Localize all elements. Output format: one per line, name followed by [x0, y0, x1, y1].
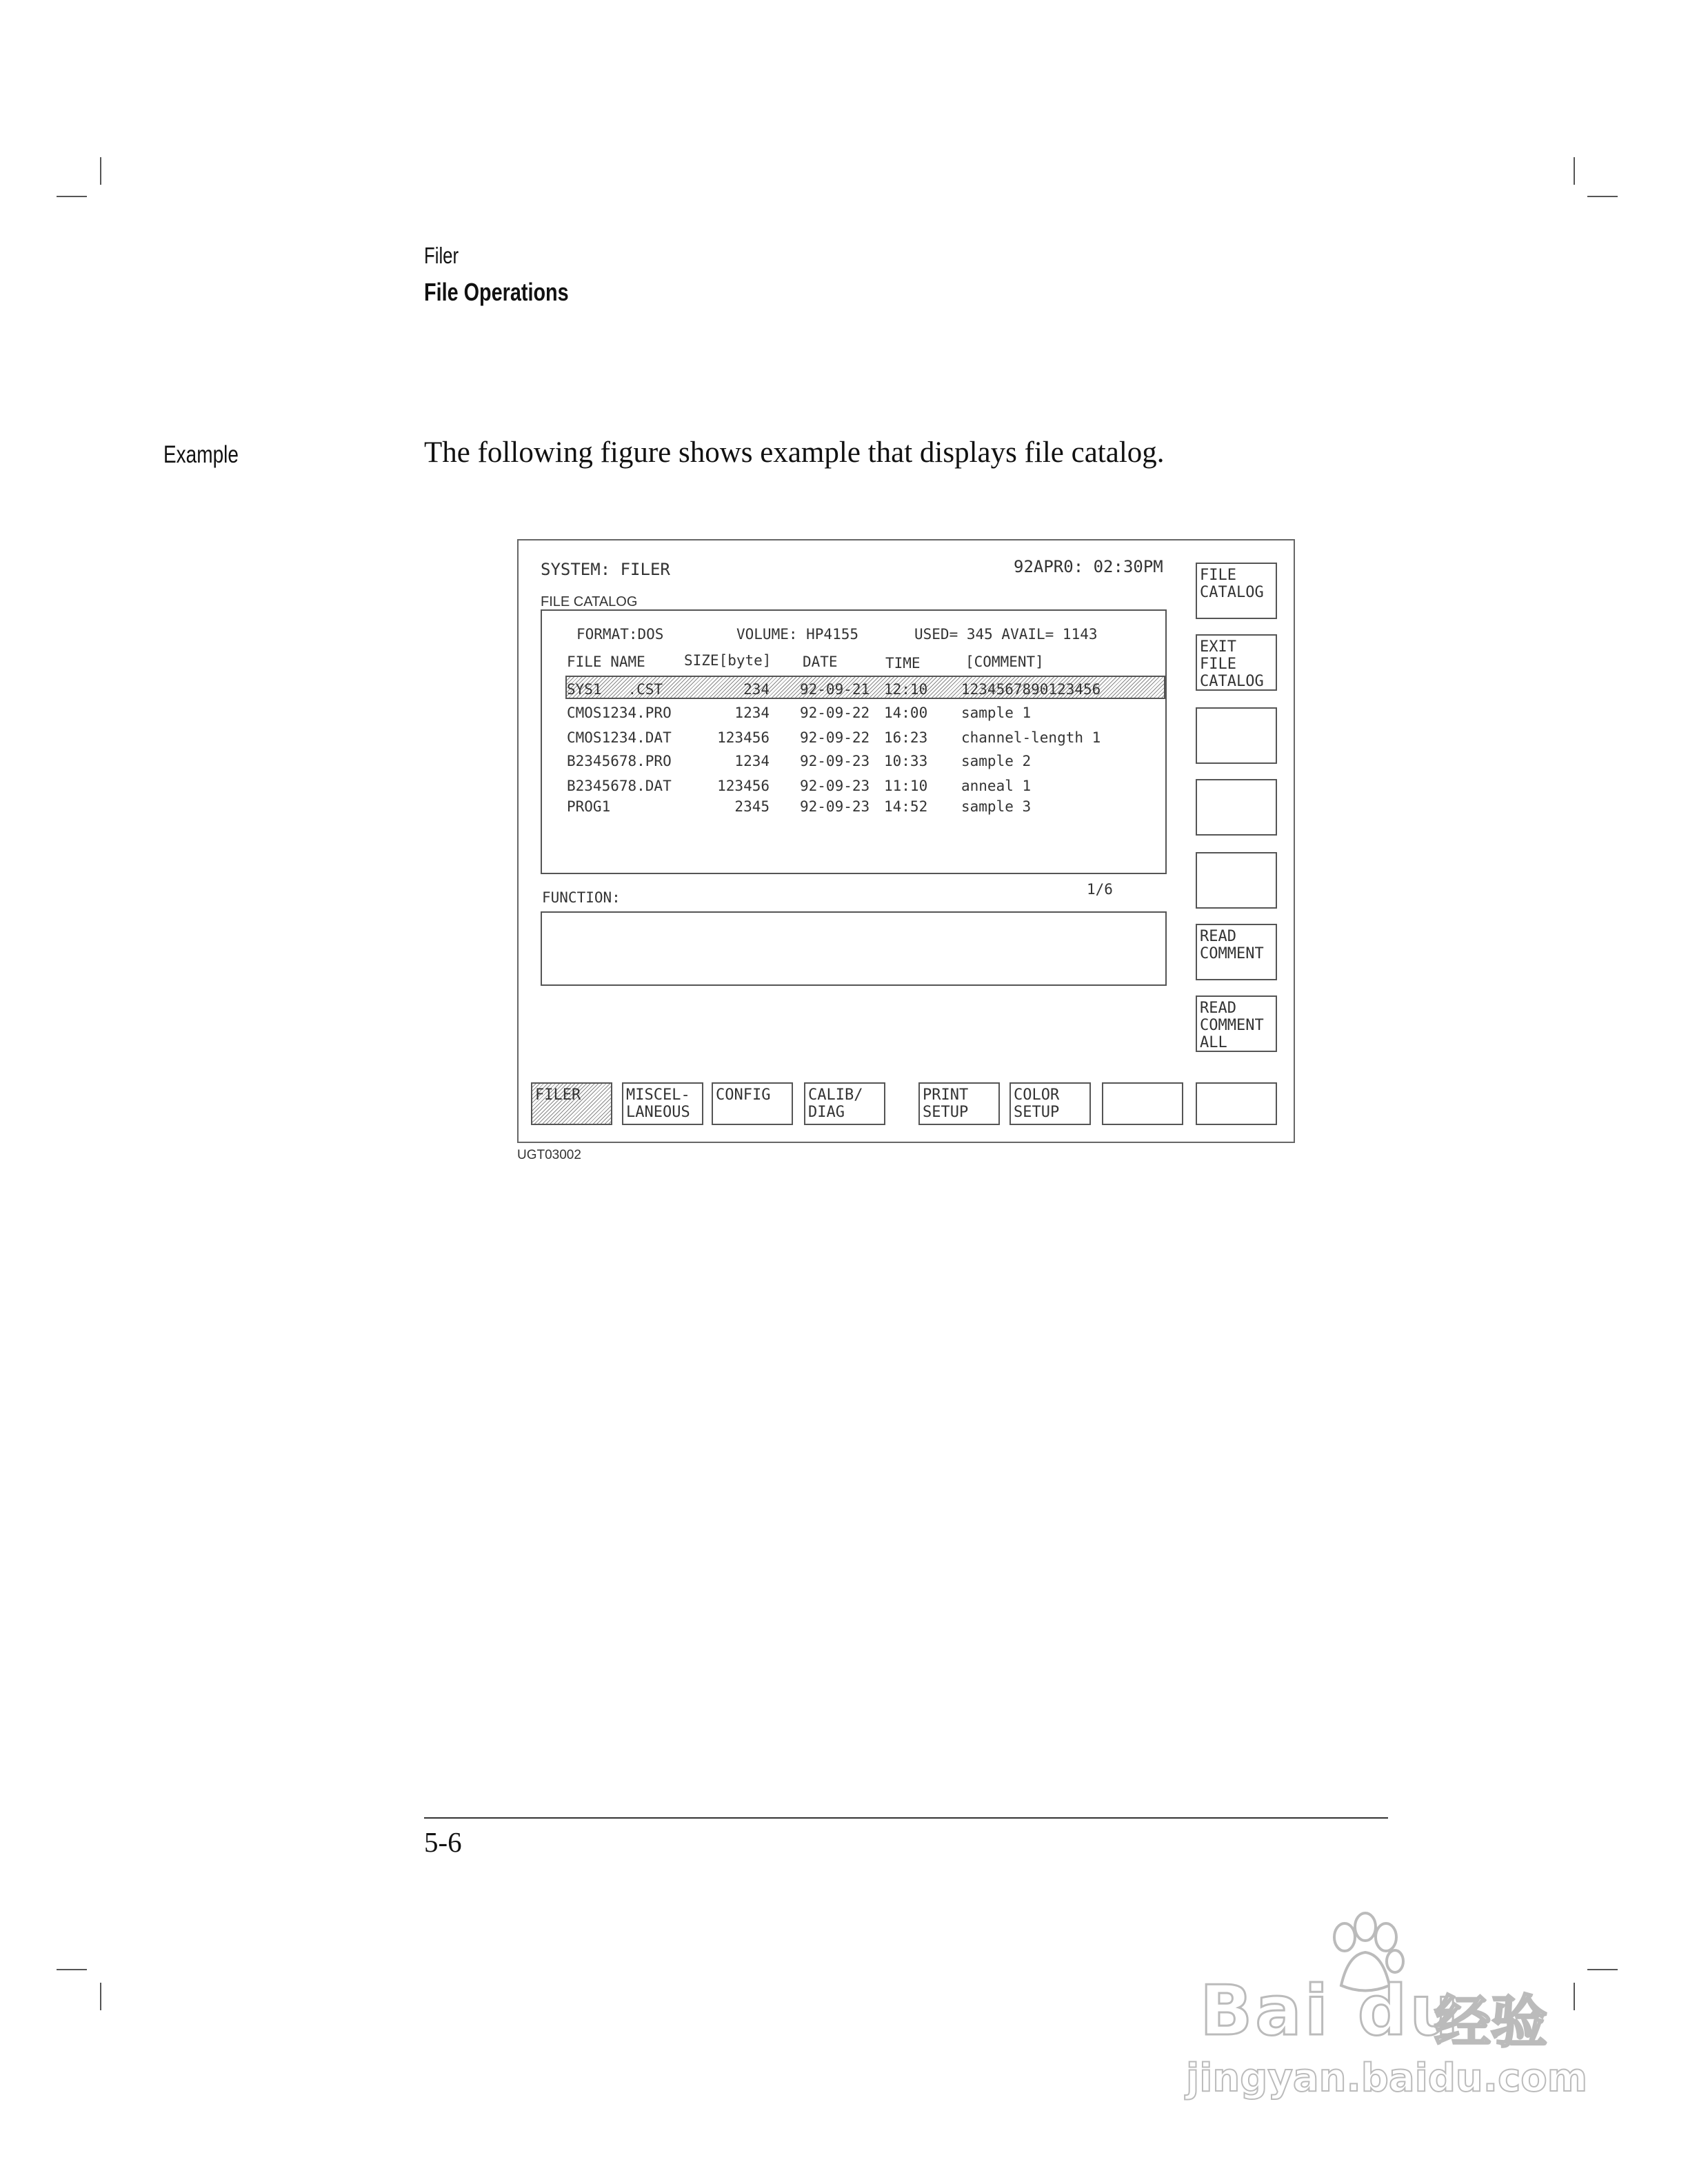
bottom-softkey-label — [1103, 1084, 1182, 1086]
row-1-name: SYS1 .CST — [567, 681, 663, 698]
row-3-date: 92-09-22 — [800, 729, 870, 746]
footer-rule — [424, 1817, 1388, 1819]
row-1-date: 92-09-21 — [800, 681, 870, 698]
row-4-name: B2345678.PRO — [567, 753, 672, 769]
bottom-softkey-label — [1197, 1084, 1276, 1086]
crop-mark — [1587, 196, 1618, 197]
row-1-comment: 1234567890123456 — [961, 681, 1101, 698]
side-softkey-2[interactable] — [1196, 634, 1277, 691]
side-softkey-label — [1197, 709, 1276, 711]
running-header-section: Filer — [424, 243, 459, 268]
row-5-name: B2345678.DAT — [567, 778, 672, 794]
bottom-softkey-label: PRINT SETUP — [923, 1086, 969, 1121]
row-5-size: 123456 — [717, 778, 770, 794]
function-label: FUNCTION: — [542, 889, 621, 906]
side-softkey-label: READ COMMENT — [1200, 928, 1264, 962]
row-2-time: 14:00 — [884, 705, 928, 721]
row-1-size: 234 — [743, 681, 770, 698]
page-indicator: 1/6 — [1087, 881, 1113, 898]
row-5-date: 92-09-23 — [800, 778, 870, 794]
row-3-name: CMOS1234.DAT — [567, 729, 672, 746]
bottom-softkey-label: COLOR SETUP — [1014, 1086, 1060, 1121]
crop-mark — [100, 1983, 101, 2010]
side-softkey-5[interactable] — [1196, 852, 1277, 909]
watermark-url: jingyan.baidu.com — [1186, 2056, 1588, 2101]
running-header-title: File Operations — [424, 278, 569, 306]
crop-mark — [100, 157, 101, 185]
figure-id: UGT03002 — [517, 1148, 581, 1162]
row-3-comment: channel-length 1 — [961, 729, 1101, 746]
bottom-softkey-7[interactable] — [1102, 1082, 1183, 1125]
row-3-size: 123456 — [717, 729, 770, 746]
screen-datetime: 92APR0: 02:30PM — [1014, 557, 1163, 576]
watermark-brand: Bai du — [1200, 1970, 1462, 2051]
crop-mark — [1574, 157, 1575, 185]
row-5-time: 11:10 — [884, 778, 928, 794]
side-softkey-label: FILE CATALOG — [1200, 567, 1264, 601]
watermark-cn: 经验 — [1434, 1990, 1548, 2055]
column-header-comment: [COMMENT] — [965, 654, 1044, 670]
crop-mark — [1587, 1969, 1618, 1970]
side-softkey-label — [1197, 780, 1276, 783]
bottom-softkey-5[interactable] — [918, 1082, 1000, 1125]
row-3-time: 16:23 — [884, 729, 928, 746]
bottom-softkey-label: CONFIG — [716, 1086, 771, 1104]
column-header-time: TIME — [885, 655, 921, 671]
row-4-time: 10:33 — [884, 753, 928, 769]
row-5-comment: anneal 1 — [961, 778, 1032, 794]
row-2-comment: sample 1 — [961, 705, 1032, 721]
crop-mark — [57, 196, 87, 197]
page-number: 5-6 — [424, 1826, 462, 1858]
row-4-date: 92-09-23 — [800, 753, 870, 769]
side-softkey-3[interactable] — [1196, 707, 1277, 764]
row-6-name: PROG1 — [567, 798, 611, 815]
side-softkey-4[interactable] — [1196, 779, 1277, 836]
baidu-watermark — [1186, 1910, 1588, 2103]
bottom-softkey-label: FILER — [535, 1086, 581, 1104]
row-4-comment: sample 2 — [961, 753, 1032, 769]
volume-info: VOLUME: HP4155 — [736, 626, 859, 643]
column-header-date: DATE — [803, 654, 838, 670]
screen-title: SYSTEM: FILER — [541, 560, 670, 579]
side-softkey-label: READ COMMENT ALL — [1200, 1000, 1264, 1051]
crop-mark — [1574, 1983, 1575, 2010]
instrument-screen-figure — [517, 539, 1295, 1143]
bottom-softkey-3[interactable] — [712, 1082, 793, 1125]
bottom-softkey-1[interactable] — [531, 1082, 612, 1125]
body-paragraph: The following figure shows example that displays file catalog. — [424, 436, 1165, 469]
bottom-softkey-label: MISCEL- LANEOUS — [626, 1086, 690, 1121]
side-softkey-6[interactable] — [1196, 924, 1277, 980]
row-6-date: 92-09-23 — [800, 798, 870, 815]
row-2-date: 92-09-22 — [800, 705, 870, 721]
row-1-time: 12:10 — [884, 681, 928, 698]
crop-mark — [57, 1969, 87, 1970]
row-2-name: CMOS1234.PRO — [567, 705, 672, 721]
margin-label: Example — [163, 441, 239, 468]
row-6-comment: sample 3 — [961, 798, 1032, 815]
usage-info: USED= 345 AVAIL= 1143 — [914, 626, 1098, 643]
column-header-name: FILE NAME — [567, 654, 645, 670]
bottom-softkey-4[interactable] — [804, 1082, 885, 1125]
catalog-label: FILE CATALOG — [541, 594, 638, 609]
bottom-softkey-8[interactable] — [1196, 1082, 1277, 1125]
bottom-softkey-6[interactable] — [1009, 1082, 1091, 1125]
column-header-size: SIZE[byte] — [684, 652, 772, 669]
side-softkey-label — [1197, 853, 1276, 856]
row-2-size: 1234 — [734, 705, 770, 721]
side-softkey-label: EXIT FILE CATALOG — [1200, 638, 1264, 690]
row-6-time: 14:52 — [884, 798, 928, 815]
bottom-softkey-2[interactable] — [622, 1082, 703, 1125]
row-6-size: 2345 — [734, 798, 770, 815]
side-softkey-1[interactable] — [1196, 563, 1277, 619]
bottom-softkey-label: CALIB/ DIAG — [808, 1086, 863, 1121]
function-area[interactable] — [541, 911, 1167, 986]
row-4-size: 1234 — [734, 753, 770, 769]
format-info: FORMAT:DOS — [576, 626, 664, 643]
side-softkey-7[interactable] — [1196, 995, 1277, 1052]
